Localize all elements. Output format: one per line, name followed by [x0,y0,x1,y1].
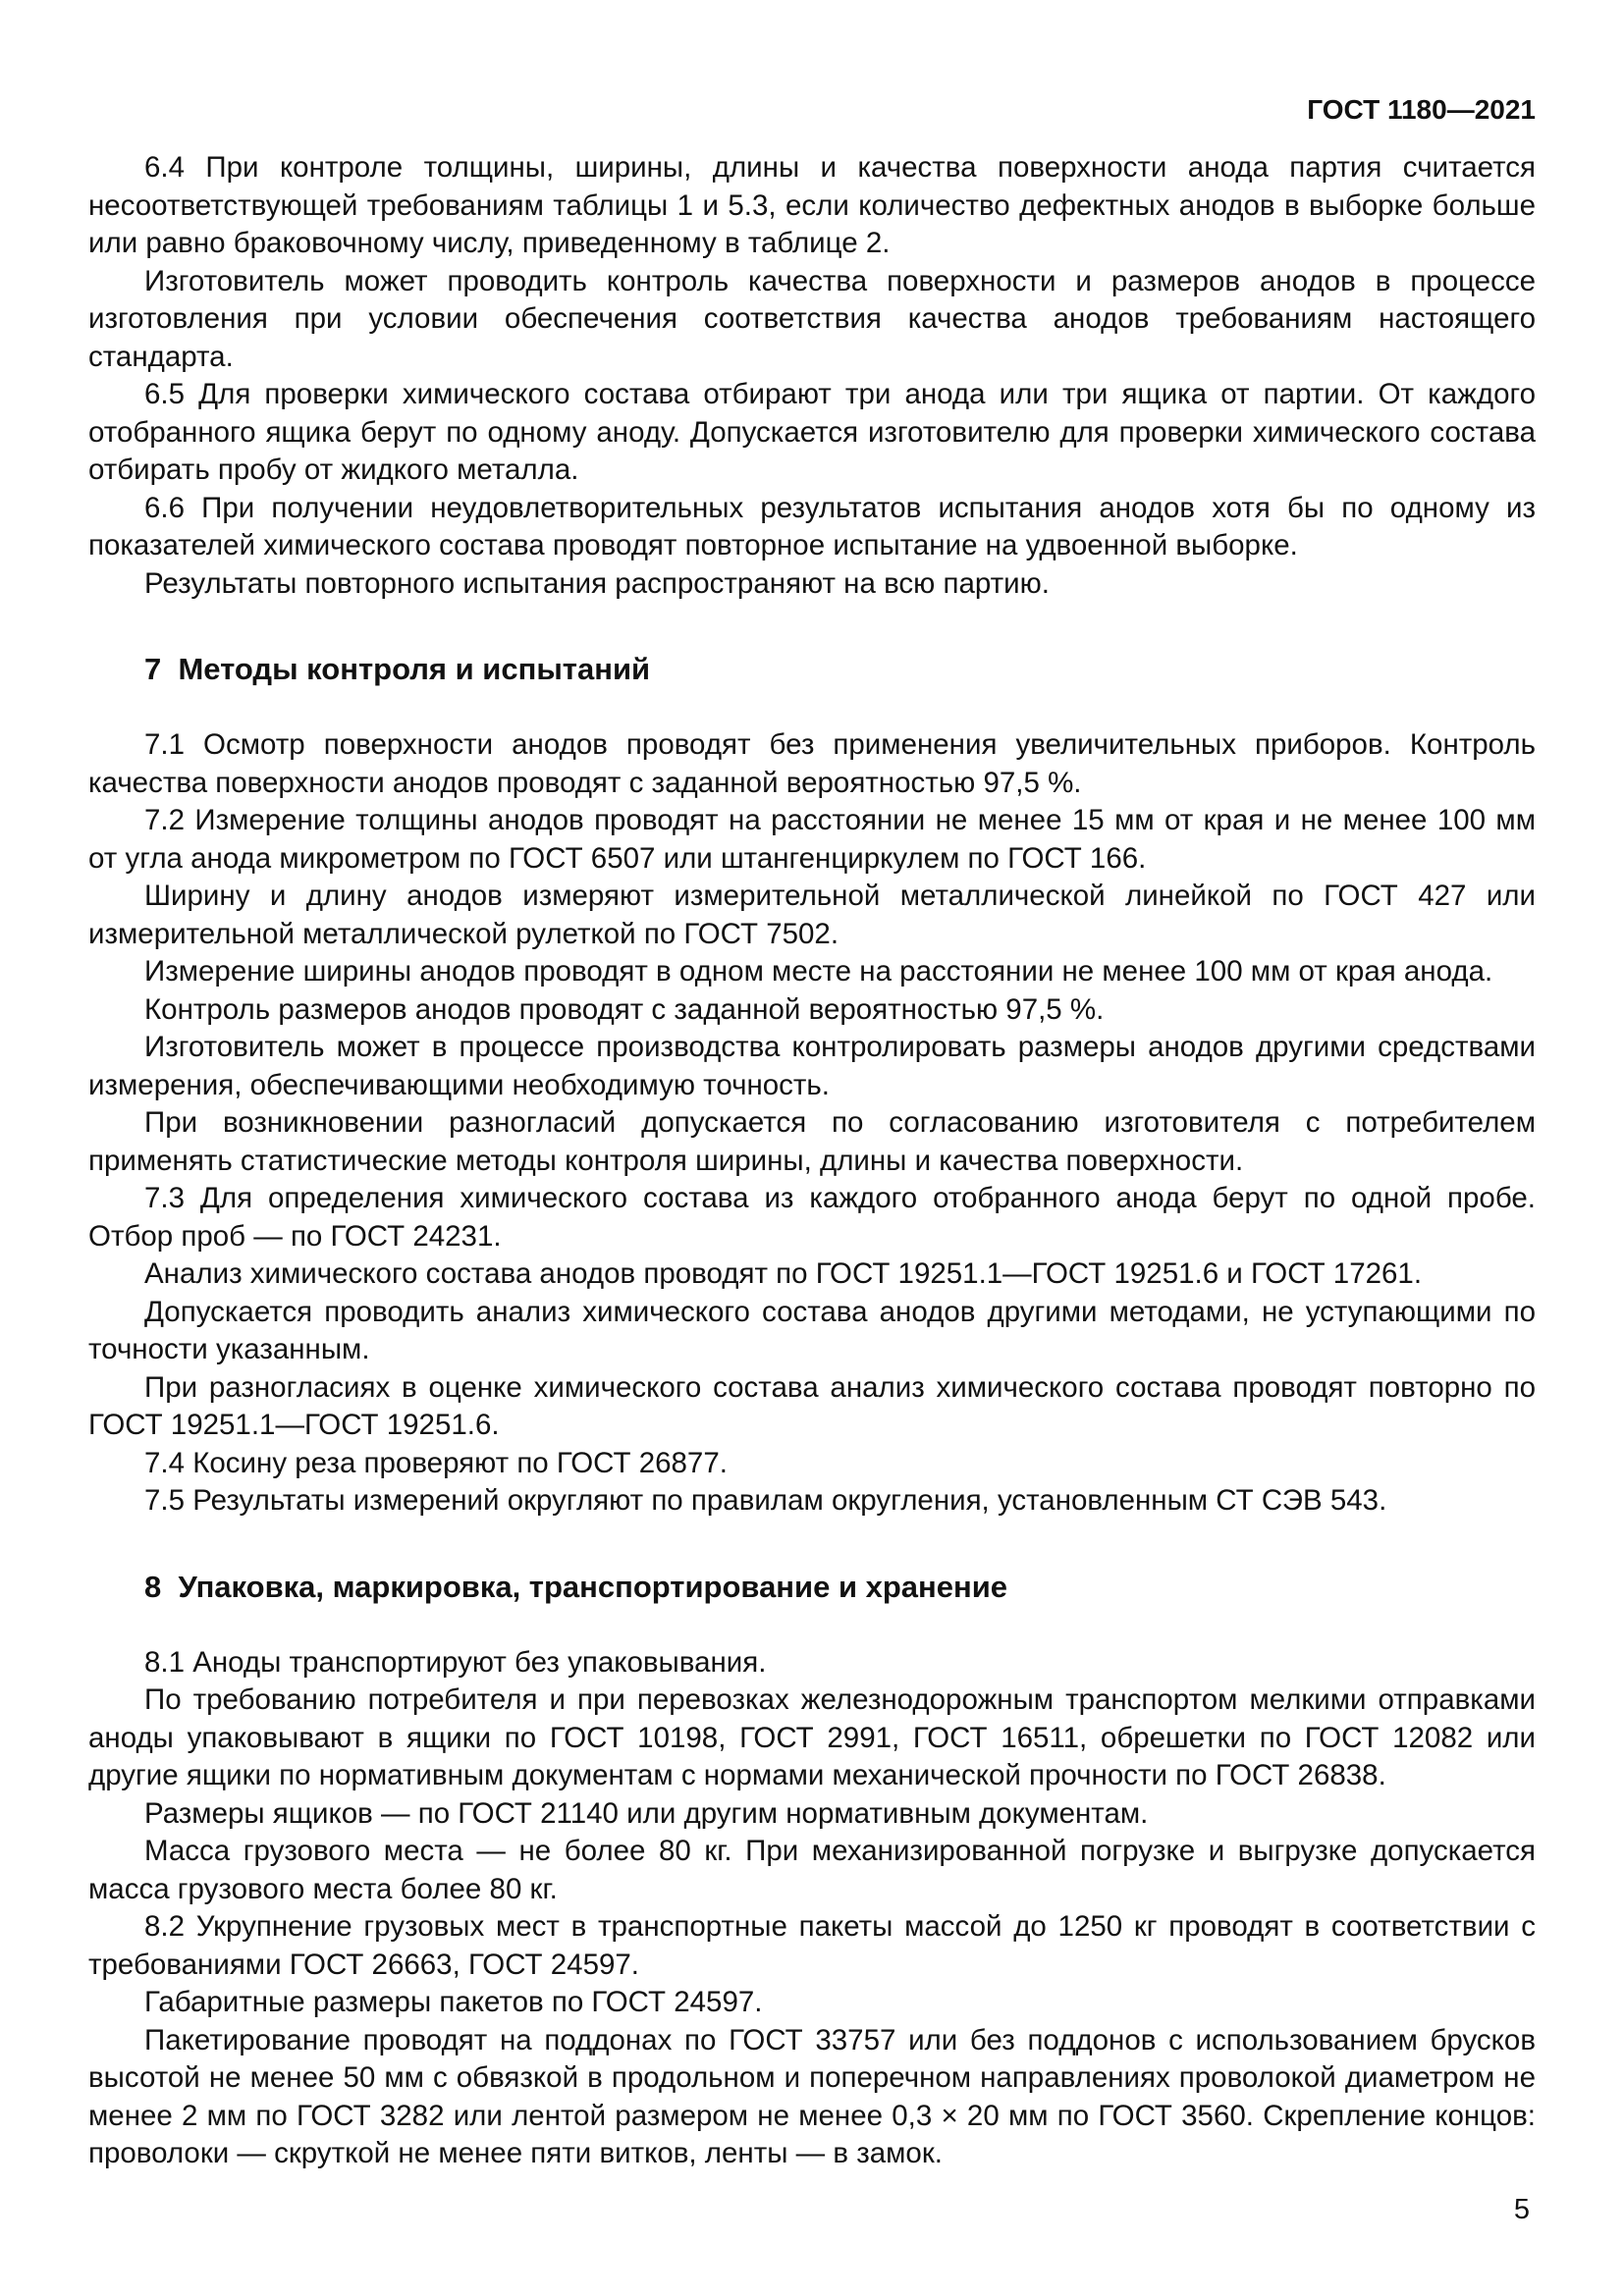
page-footer [88,2193,1536,2226]
paragraph: При возникновении разногласий допускается по согласованию изготовителя с потребителем применять статистические методы контроля ширины, длины и качества поверхности. [88,1106,1536,1177]
paragraph: Габаритные размеры пакетов по ГОСТ 24597. [144,1986,763,2018]
paragraph: Масса грузового места — не более 80 кг. При механизированной погрузке и выгрузке допускается масса грузового места более 80 кг. [88,1835,1536,1905]
paragraph: 7.4 Косину реза проверяют по ГОСТ 26877. [144,1446,728,1479]
paragraph: 7.5 Результаты измерений округляют по правилам округления, установленным СТ СЭВ 543. [144,1484,1387,1517]
paragraph: Изготовитель может в процессе производства контролировать размеры анодов другими средствами измерения, обеспечивающими необходимую точность. [88,1031,1536,1101]
section-heading: 7 Методы контроля и испытаний [144,652,651,686]
paragraph: Анализ химического состава анодов проводят по ГОСТ 19251.1—ГОСТ 19251.6 и ГОСТ 17261. [144,1257,1423,1290]
doc-number: ГОСТ 1180—2021 [1307,94,1536,125]
paragraph: 7.1 Осмотр поверхности анодов проводят без применения увеличительных приборов. Контроль качества поверхности анодов проводят с заданной вероятностью 97,5 %. [88,728,1536,799]
paragraph: 6.4 При контроле толщины, ширины, длины и качества поверхности анода партия считается несоответствующей требованиям таблицы 1 и 5.3, если количество дефектных анодов в выборке больше или равно браковочному числу, приведенному в таблице 2. [88,151,1536,259]
paragraph: При разногласиях в оценке химического состава анализ химического состава проводят повторно по ГОСТ 19251.1—ГОСТ 19251.6. [88,1370,1536,1441]
document-body [88,149,1536,2173]
paragraph: Контроль размеров анодов проводят с заданной вероятностью 97,5 %. [144,992,1105,1026]
paragraph: 6.5 Для проверки химического состава отбирают три анода или три ящика от партии. От каждого отобранного ящика берут по одному аноду. Допускается изготовителю для проверки химического состава отбирать пробу от жидкого металла. [88,378,1536,486]
paragraph: Пакетирование проводят на поддонах по ГОСТ 33757 или без поддонов с использованием брусков высотой не менее 50 мм с обвязкой в продольном и поперечном направлениях проволокой диаметром не менее 2 мм по ГОСТ 3282 или лентой размером не менее 0,3 × 20 мм по ГОСТ 3560. Скрепление концов: проволоки — скруткой не менее пяти витков, ленты — в замок. [88,2023,1536,2169]
paragraph: По требованию потребителя и при перевозках железнодорожным транспортом мелкими отправками аноды упаковывают в ящики по ГОСТ 10198, ГОСТ 2991, ГОСТ 16511, обрешетки по ГОСТ 12082 или другие ящики по нормативным документам с нормами механической прочности по ГОСТ 26838. [88,1683,1536,1791]
paragraph: Ширину и длину анодов измеряют измерительной металлической линейкой по ГОСТ 427 или измерительной металлической рулеткой по ГОСТ 7502. [88,880,1536,950]
paragraph: Изготовитель может проводить контроль качества поверхности и размеров анодов в процессе изготовления при условии обеспечения соответствия качества анодов требованиям настоящего стандарта. [88,264,1536,373]
paragraph: 7.2 Измерение толщины анодов проводят на расстоянии не менее 15 мм от края и не менее 100 мм от угла анода микрометром по ГОСТ 6507 или штангенциркулем по ГОСТ 166. [88,804,1536,875]
paragraph: Размеры ящиков — по ГОСТ 21140 или другим нормативным документам. [144,1796,1149,1830]
paragraph: 6.6 При получении неудовлетворительных результатов испытания анодов хотя бы по одному из показателей химического состава проводят повторное испытание на удвоенной выборке. [88,491,1536,561]
paragraph: Допускается проводить анализ химического состава анодов другими методами, не уступающими по точности указанным. [88,1295,1536,1365]
paragraph: 8.2 Укрупнение грузовых мест в транспортные пакеты массой до 1250 кг проводят в соответствии с требованиями ГОСТ 26663, ГОСТ 24597. [88,1910,1536,1981]
paragraph: Результаты повторного испытания распространяют на всю партию. [144,566,1050,600]
paragraph: 7.3 Для определения химического состава из каждого отобранного анода берут по одной пробе. Отбор проб — по ГОСТ 24231. [88,1182,1536,1253]
paragraph: 8.1 Аноды транспортируют без упаковывания. [144,1645,767,1679]
section-heading: 8 Упаковка, маркировка, транспортирование и хранение [144,1569,1008,1604]
doc-header [88,94,1536,126]
page-number: 5 [1513,2193,1530,2225]
paragraph: Измерение ширины анодов проводят в одном месте на расстоянии не менее 100 мм от края анода. [144,955,1493,988]
